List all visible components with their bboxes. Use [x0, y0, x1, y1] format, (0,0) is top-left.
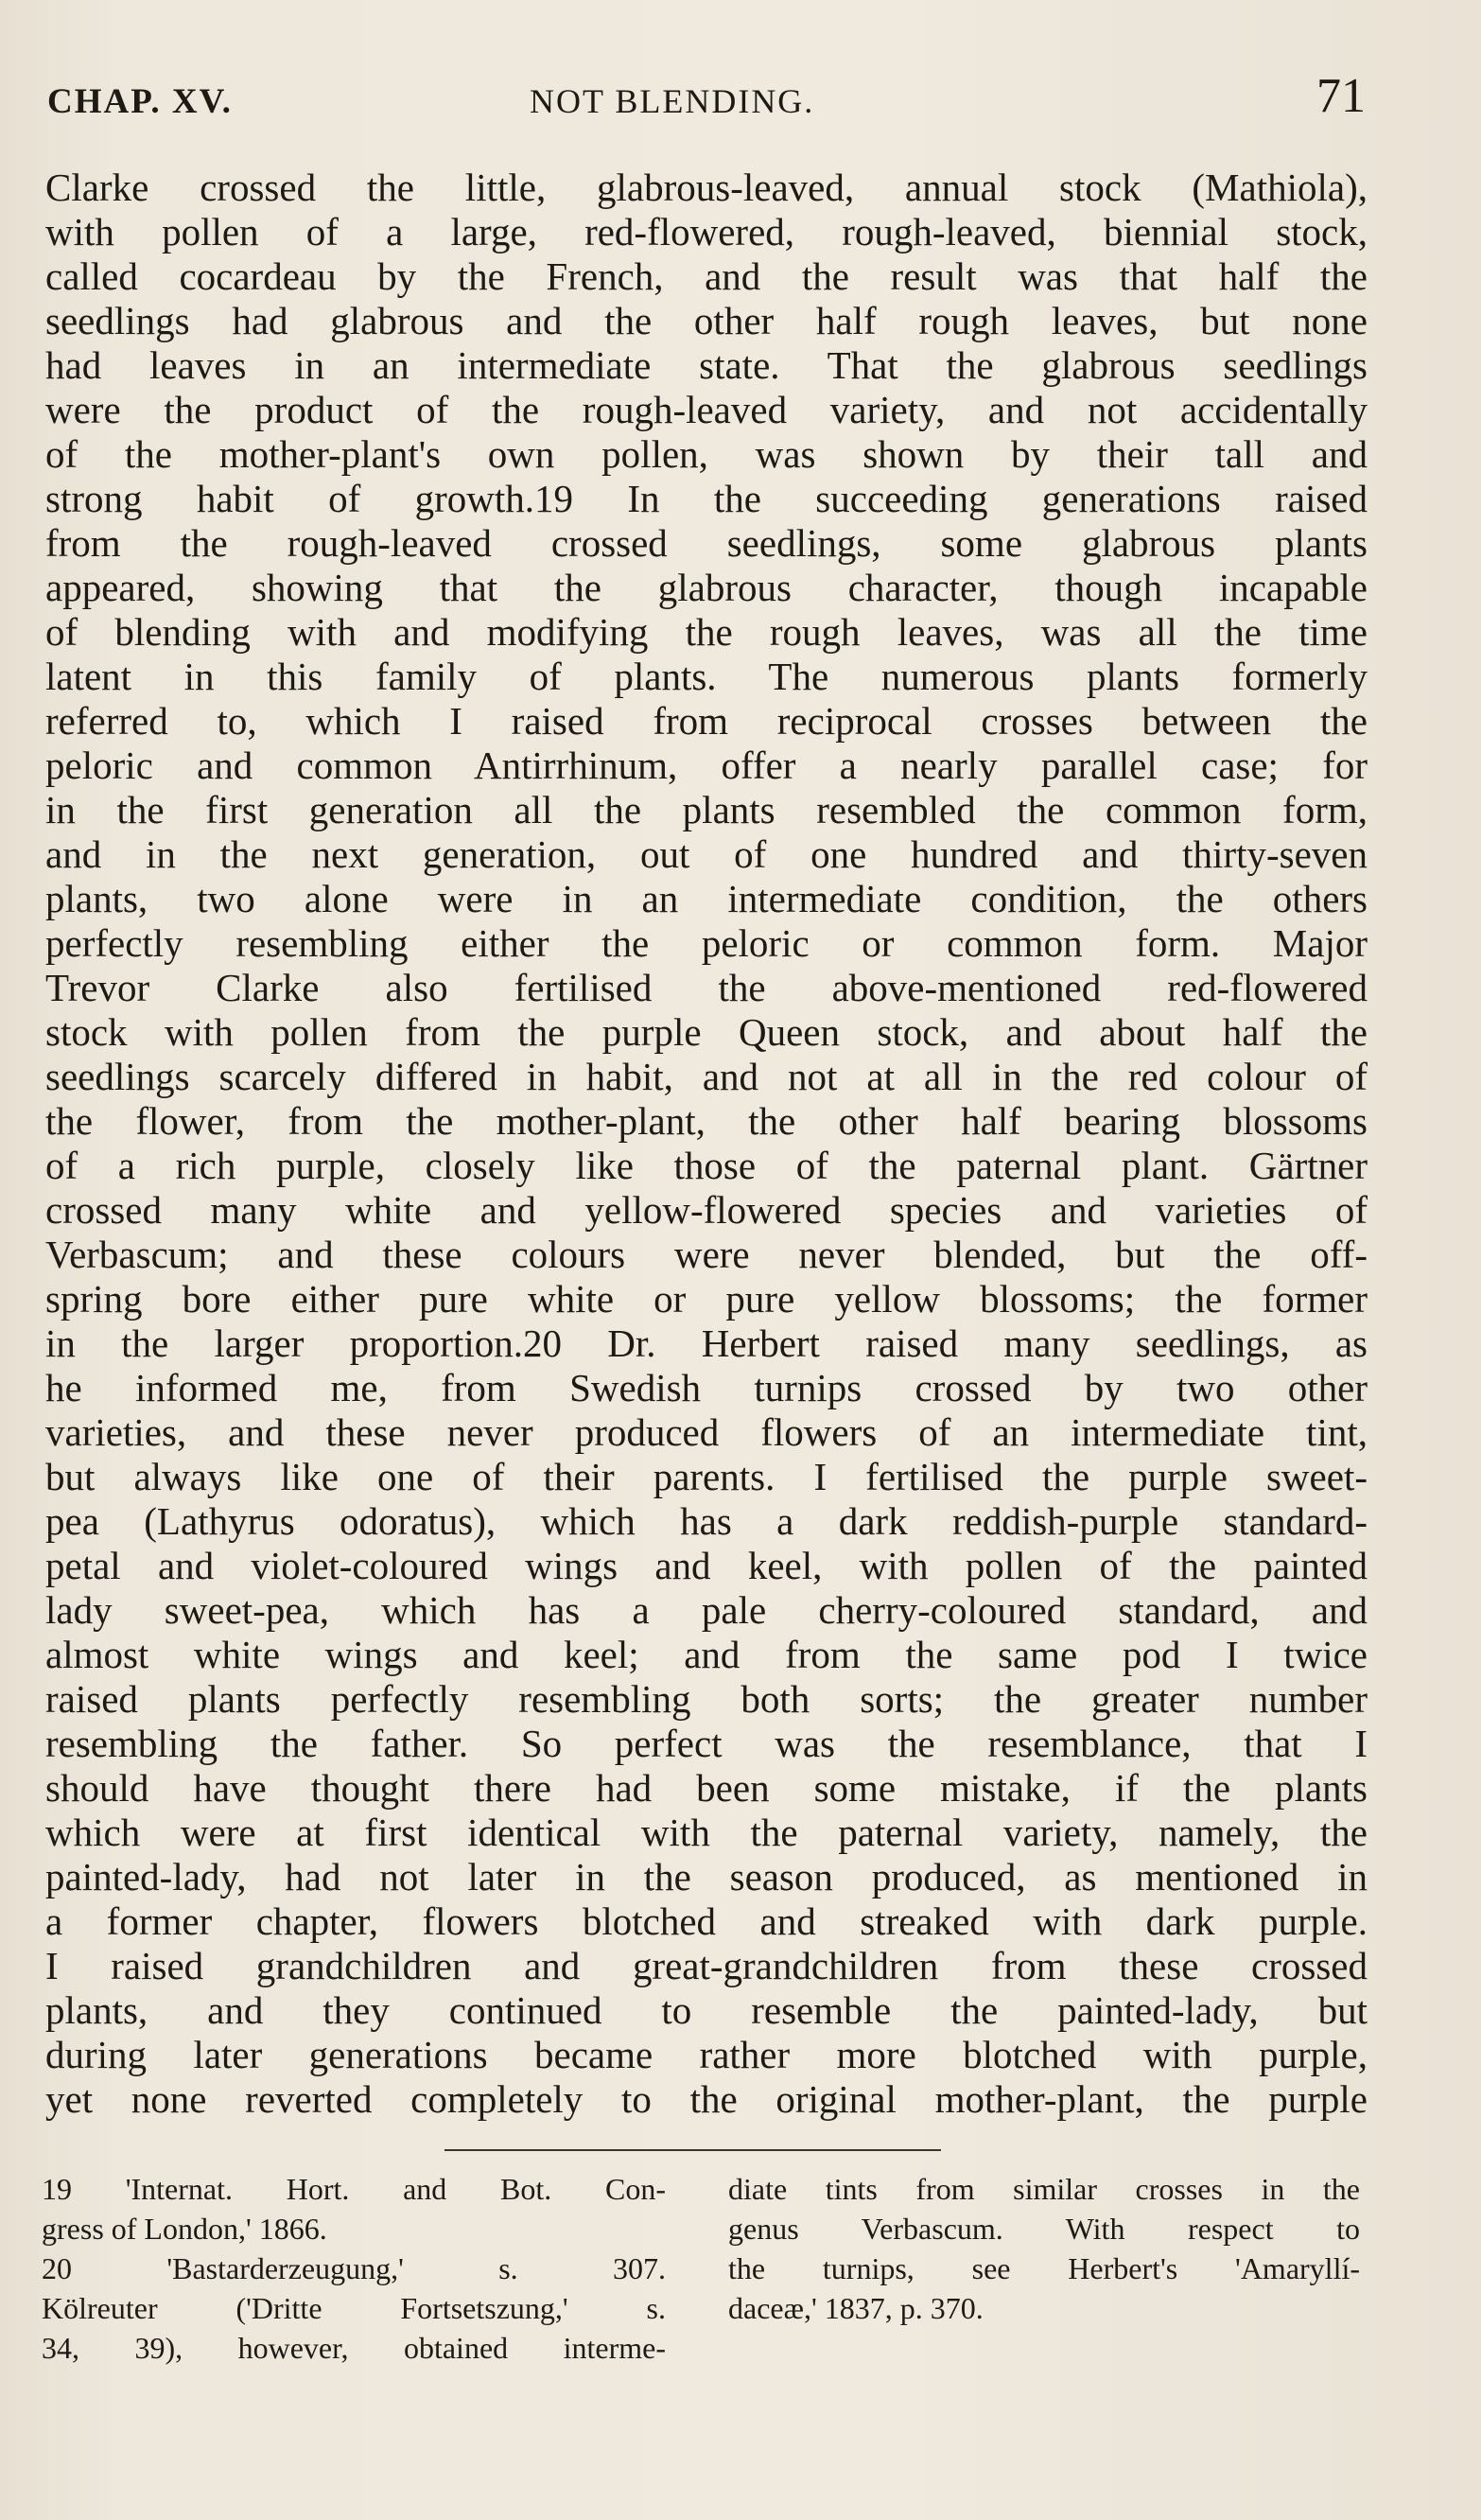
text-line: Clarke crossed the little, glabrous-leaved, annual stock (Mathiola),: [45, 166, 1368, 209]
text-line: lady sweet-pea, which has a pale cherry-coloured standard, and: [45, 1588, 1368, 1632]
text-line: almost white wings and keel; and from the same pod I twice: [45, 1633, 1368, 1676]
footnote-divider: [444, 2149, 941, 2151]
text-line: plants, and they continued to resemble the painted-lady, but: [45, 1988, 1368, 2032]
footnote-line: 34, 39), however, obtained interme-: [42, 2331, 666, 2365]
text-line: I raised grandchildren and great-grandchildren from these crossed: [45, 1944, 1368, 1987]
footnotes-right-column: [728, 2169, 1360, 2328]
text-line: in the first generation all the plants resembled the common form,: [45, 788, 1368, 831]
text-line: of blending with and modifying the rough leaves, was all the time: [45, 610, 1368, 654]
text-line: called cocardeau by the French, and the result was that half the: [45, 254, 1368, 298]
text-line: the flower, from the mother-plant, the other half bearing blossoms: [45, 1099, 1368, 1143]
footnote-line: gress of London,' 1866.: [42, 2212, 327, 2246]
text-line: latent in this family of plants. The numerous plants formerly: [45, 655, 1368, 698]
text-line: resembling the father. So perfect was the resemblance, that I: [45, 1722, 1368, 1765]
text-line: crossed many white and yellow-flowered species and varieties of: [45, 1188, 1368, 1232]
text-line: of a rich purple, closely like those of the paternal plant. Gärtner: [45, 1144, 1368, 1187]
text-line: yet none reverted completely to the original mother-plant, the purple: [45, 2077, 1368, 2121]
text-line: from the rough-leaved crossed seedlings, some glabrous plants: [45, 521, 1368, 565]
text-line: of the mother-plant's own pollen, was shown by their tall and: [45, 432, 1368, 476]
footnote-line: genus Verbascum. With respect to: [728, 2212, 1360, 2246]
text-line: appeared, showing that the glabrous character, though incapable: [45, 566, 1368, 609]
text-line: plants, two alone were in an intermediate condition, the others: [45, 877, 1368, 920]
text-line: raised plants perfectly resembling both sorts; the greater number: [45, 1677, 1368, 1721]
running-title: NOT BLENDING.: [530, 82, 815, 120]
text-line: but always like one of their parents. I fertilised the purple sweet-: [45, 1455, 1368, 1498]
text-line: pea (Lathyrus odoratus), which has a dark reddish-purple standard-: [45, 1499, 1368, 1543]
text-line: seedlings had glabrous and the other half rough leaves, but none: [45, 299, 1368, 342]
footnote-line: the turnips, see Herbert's 'Amaryllí-: [728, 2251, 1360, 2285]
text-line: which were at first identical with the paternal variety, namely, the: [45, 1811, 1368, 1854]
page-header: [47, 68, 1366, 134]
text-line: perfectly resembling either the peloric or common form. Major: [45, 921, 1368, 965]
footnote-line: 20 'Bastarderzeugung,' s. 307.: [42, 2251, 666, 2285]
text-line: a former chapter, flowers blotched and streaked with dark purple.: [45, 1899, 1368, 1943]
page-number: 71: [1316, 69, 1366, 123]
text-line: and in the next generation, out of one hundred and thirty-seven: [45, 832, 1368, 876]
footnotes-left-column: [42, 2169, 666, 2368]
footnote-line: 19 'Internat. Hort. and Bot. Con-: [42, 2172, 666, 2206]
text-line: referred to, which I raised from reciprocal crosses between the: [45, 699, 1368, 743]
text-line: stock with pollen from the purple Queen stock, and about half the: [45, 1010, 1368, 1054]
chapter-label: CHAP. XV.: [47, 82, 233, 121]
text-line: with pollen of a large, red-flowered, rough-leaved, biennial stock,: [45, 210, 1368, 254]
text-line: he informed me, from Swedish turnips crossed by two other: [45, 1366, 1368, 1409]
text-line: spring bore either pure white or pure yellow blossoms; the former: [45, 1277, 1368, 1321]
text-line: were the product of the rough-leaved variety, and not accidentally: [45, 388, 1368, 431]
text-line: during later generations became rather more blotched with purple,: [45, 2033, 1368, 2076]
text-line: painted-lady, had not later in the season produced, as mentioned in: [45, 1855, 1368, 1899]
footnote-line: daceæ,' 1837, p. 370.: [728, 2291, 984, 2325]
text-line: Verbascum; and these colours were never blended, but the off-: [45, 1233, 1368, 1276]
text-line: varieties, and these never produced flowers of an intermediate tint,: [45, 1410, 1368, 1454]
text-line: Trevor Clarke also fertilised the above-mentioned red-flowered: [45, 966, 1368, 1009]
footnote-line: Kölreuter ('Dritte Fortsetszung,' s.: [42, 2291, 666, 2325]
text-line: strong habit of growth.19 In the succeeding generations raised: [45, 477, 1368, 520]
text-line: petal and violet-coloured wings and keel, with pollen of the painted: [45, 1544, 1368, 1587]
text-line: should have thought there had been some mistake, if the plants: [45, 1766, 1368, 1810]
text-line: seedlings scarcely differed in habit, and not at all in the red colour of: [45, 1055, 1368, 1098]
footnote-line: diate tints from similar crosses in the: [728, 2172, 1360, 2206]
text-line: had leaves in an intermediate state. That the glabrous seedlings: [45, 343, 1368, 387]
text-line: peloric and common Antirrhinum, offer a nearly parallel case; for: [45, 744, 1368, 787]
text-line: in the larger proportion.20 Dr. Herbert raised many seedlings, as: [45, 1321, 1368, 1365]
body-text: [45, 166, 1368, 2122]
